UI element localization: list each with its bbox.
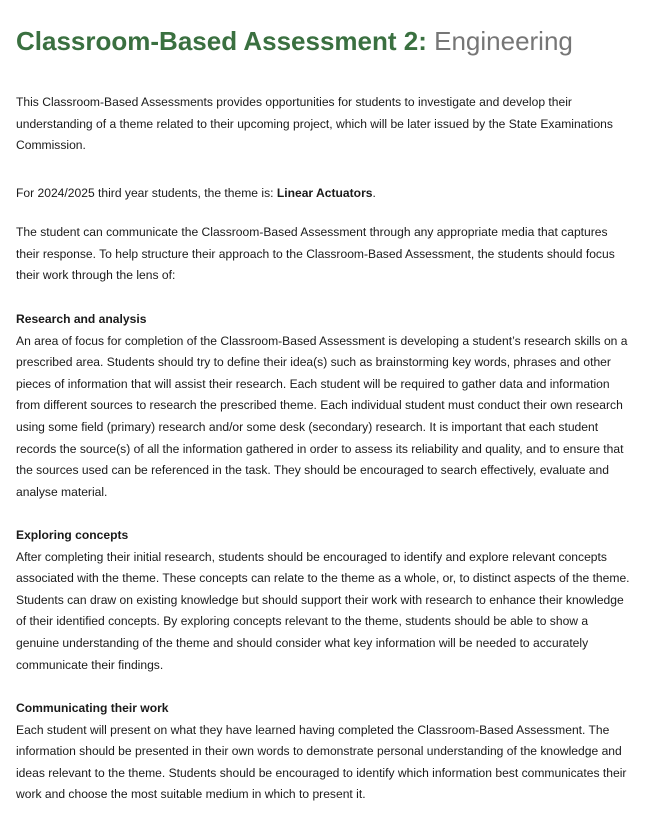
- lens-paragraph: The student can communicate the Classroom-Based Assessment through any appropriate media that captures their response. To help structure their approach to the Classroom-Based Assessment, the students should focus their work through the lens of:: [16, 225, 615, 283]
- section-body: An area of focus for completion of the Classroom-Based Assessment is developing a student’s research skills on a prescribed area. Students should try to define their idea(s) such as brainstorming key words, phrases and other pieces of information that will assist their research. Each student will be required to gather data and information from different sources to research the prescribed theme. Each individual student must conduct their own research using some field (primary) research and/or some desk (secondary) research. It is important that each student records the source(s) of all the information gathered in order to assess its reliability and quality, and to ensure that the sources used can be referenced in the task. They should be encouraged to search effectively, evaluate and analyse material.: [16, 333, 628, 499]
- intro-paragraph: This Classroom-Based Assessments provides opportunities for students to investigate and develop their understanding of a theme related to their upcoming project, which will be later issued by the State Examinations Commission.: [16, 95, 613, 153]
- section-communicating: [16, 698, 634, 806]
- section-heading: Communicating their work: [16, 701, 169, 715]
- theme-prefix: For 2024/2025 third year students, the theme is:: [16, 186, 277, 200]
- section-exploring: [16, 525, 634, 676]
- page-title: [16, 24, 573, 58]
- title-assessment: Classroom-Based Assessment 2:: [16, 26, 427, 56]
- section-heading: Research and analysis: [16, 312, 147, 326]
- theme-paragraph: [16, 183, 634, 205]
- section-heading: Exploring concepts: [16, 528, 129, 542]
- section-body: After completing their initial research, students should be encouraged to identify and explore relevant concepts associated with the theme. These concepts can relate to the theme as a whole, or, to distinct aspects of the theme. Students can draw on existing knowledge but should support their work with research to enhance their knowledge of their identified concepts. By exploring concepts relevant to the theme, students should be able to show a genuine understanding of the theme and should consider what key information will be needed to accurately communicate their findings.: [16, 549, 630, 672]
- section-body: Each student will present on what they have learned having completed the Classroom-Based Assessment. The information should be presented in their own words to demonstrate personal understanding of the knowledge and ideas relevant to the theme. Students should be encouraged to identify which information best communicates their work and choose the most suitable medium in which to present it.: [16, 722, 627, 802]
- title-subject: Engineering: [434, 26, 573, 56]
- section-research: [16, 309, 634, 503]
- theme-name: Linear Actuators: [276, 186, 373, 200]
- theme-suffix: .: [372, 186, 376, 200]
